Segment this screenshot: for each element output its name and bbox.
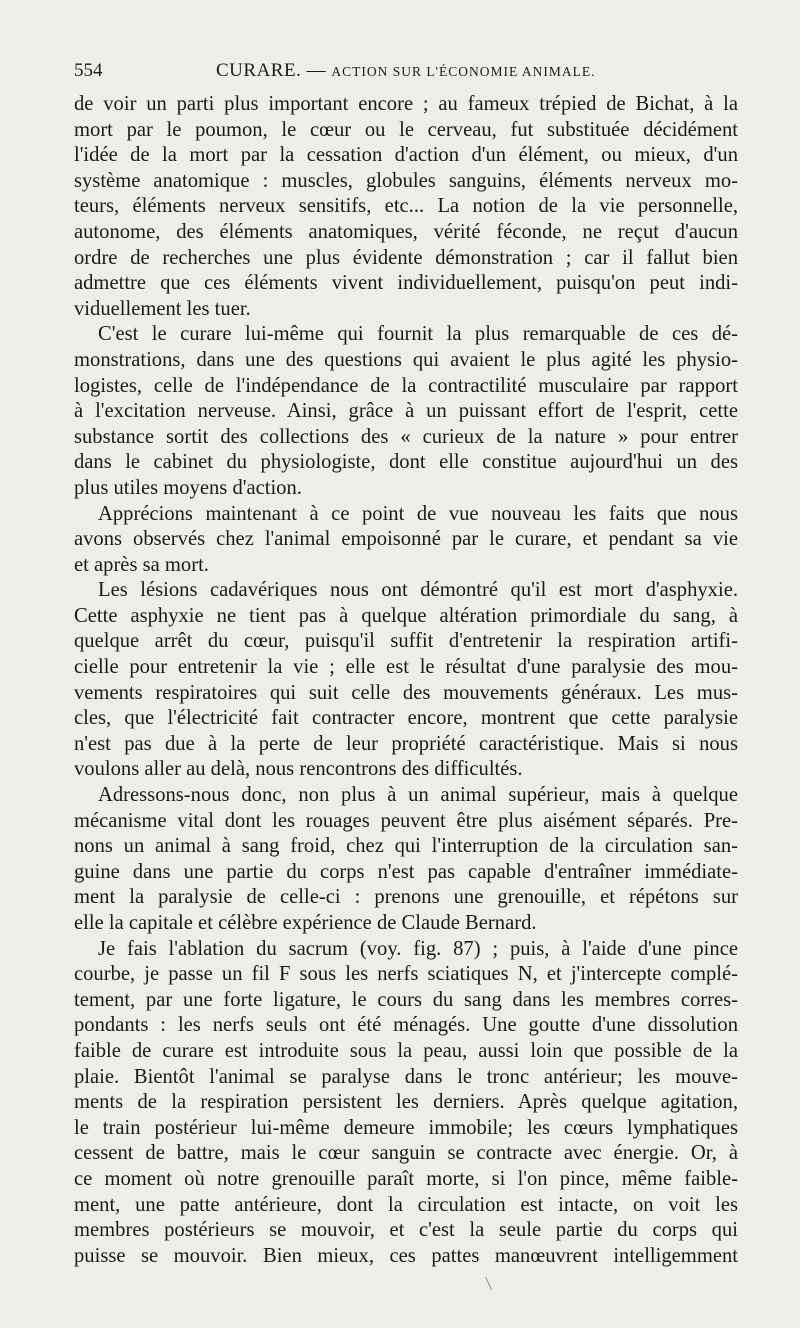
paragraph <box>74 322 738 501</box>
text-line: pondants : les nerfs seuls ont été ménagés. Une goutte d'une dissolution <box>74 1014 738 1037</box>
text-line: avons observés chez l'animal empoisonné par le curare, et pendant sa vie <box>74 528 738 551</box>
running-head-title: CURARE. — <box>216 60 332 81</box>
text-line: admettre que ces éléments vivent individuellement, puisqu'on peut indi- <box>74 272 738 295</box>
paragraph <box>74 937 738 1270</box>
text-line: et après sa mort. <box>74 553 209 576</box>
text-line: Cette asphyxie ne tient pas à quelque altération primordiale du sang, à <box>74 604 738 627</box>
text-line: Je fais l'ablation du sacrum (voy. fig. 87) ; puis, à l'aide d'une pince <box>98 937 738 960</box>
text-line: Adressons-nous donc, non plus à un animal supérieur, mais à quelque <box>98 784 738 807</box>
text-line: ments de la respiration persistent les derniers. Après quelque agitation, <box>74 1091 738 1114</box>
body-text <box>74 92 738 1269</box>
text-line: vements respiratoires qui suit celle des mouvements généraux. Les mus- <box>74 681 738 704</box>
text-line: mort par le poumon, le cœur ou le cerveau, fut substituée décidément <box>74 118 738 141</box>
running-head-subtitle: ACTION SUR L'ÉCONOMIE ANIMALE. <box>331 64 596 79</box>
text-line: cessent de battre, mais le cœur sanguin se contracte avec énergie. Or, à <box>74 1142 738 1165</box>
text-line: faible de curare est introduite sous la peau, aussi loin que possible de la <box>74 1039 738 1062</box>
running-head <box>216 60 596 82</box>
text-line: de voir un parti plus important encore ; au fameux trépied de Bichat, à la <box>74 93 738 115</box>
text-line: système anatomique : muscles, globules sanguins, éléments nerveux mo- <box>74 169 738 192</box>
text-line: guine dans une partie du corps n'est pas capable d'entraîner immédiate- <box>74 860 738 883</box>
text-line: courbe, je passe un fil F sous les nerfs sciatiques N, et j'intercepte complé- <box>74 963 738 986</box>
paragraph <box>74 783 738 937</box>
text-line: ment la paralysie de celle-ci : prenons une grenouille, et répétons sur <box>74 886 738 909</box>
text-line: substance sortit des collections des « curieux de la nature » pour entrer <box>74 425 738 448</box>
text-line: dans le cabinet du physiologiste, dont elle constitue aujourd'hui un des <box>74 451 738 474</box>
text-line: plaie. Bientôt l'animal se paralyse dans le tronc antérieur; les mouve- <box>74 1065 738 1088</box>
paragraph <box>74 578 738 783</box>
paragraph <box>74 92 738 322</box>
text-line: monstrations, dans une des questions qui avaient le plus agité les physio- <box>74 348 738 371</box>
text-line: plus utiles moyens d'action. <box>74 476 302 499</box>
text-line: ordre de recherches une plus évidente démonstration ; car il fallut bien <box>74 246 738 269</box>
text-line: mécanisme vital dont les rouages peuvent être plus aisément séparés. Pre- <box>74 809 738 832</box>
page-header <box>74 60 738 88</box>
text-line: ce moment où notre grenouille paraît morte, si l'on pince, même faible- <box>74 1167 738 1190</box>
text-line: viduellement les tuer. <box>74 297 251 320</box>
text-line: Les lésions cadavériques nous ont démontré qu'il est mort d'asphyxie. <box>98 579 738 602</box>
text-line: C'est le curare lui-même qui fournit la plus remarquable de ces dé- <box>98 323 738 346</box>
text-line: elle la capitale et célèbre expérience de Claude Bernard. <box>74 912 537 934</box>
text-line: nons un animal à sang froid, chez qui l'interruption de la circulation san- <box>74 835 738 858</box>
text-line: ment, une patte antérieure, dont la circulation est intacte, on voit les <box>74 1193 738 1216</box>
text-line: quelque arrêt du cœur, puisqu'il suffit d'entretenir la respiration artifi- <box>74 630 738 653</box>
text-line: tement, par une forte ligature, le cours du sang dans les membres corres- <box>74 988 738 1011</box>
text-line: teurs, éléments nerveux sensitifs, etc... La notion de la vie personnelle, <box>74 195 738 218</box>
page-number: 554 <box>74 60 103 81</box>
text-line: cielle pour entretenir la vie ; elle est le résultat d'une paralysie des mou- <box>74 656 738 679</box>
text-line: autonome, des éléments anatomiques, vérité féconde, ne reçut d'aucun <box>74 220 738 243</box>
text-line: membres postérieurs se mouvoir, et c'est la seule partie du corps qui <box>74 1219 738 1242</box>
text-line: le train postérieur lui-même demeure immobile; les cœurs lymphatiques <box>74 1116 738 1139</box>
text-line: Apprécions maintenant à ce point de vue nouveau les faits que nous <box>98 502 738 525</box>
text-line: à l'excitation nerveuse. Ainsi, grâce à un puissant effort de l'esprit, cette <box>74 400 738 423</box>
page-mark <box>485 1276 494 1290</box>
text-line: l'idée de la mort par la cessation d'action d'un élément, ou mieux, d'un <box>74 144 738 167</box>
text-line: n'est pas due à la perte de leur propriété caractéristique. Mais si nous <box>74 732 738 755</box>
text-line: puisse se mouvoir. Bien mieux, ces pattes manœuvrent intelligemment <box>74 1244 738 1267</box>
text-line: logistes, celle de l'indépendance de la contractilité musculaire par rapport <box>74 374 738 397</box>
text-line: cles, que l'électricité fait contracter encore, montrent que cette paralysie <box>74 707 738 730</box>
paragraph <box>74 502 738 579</box>
text-line: voulons aller au delà, nous rencontrons des difficultés. <box>74 758 523 781</box>
